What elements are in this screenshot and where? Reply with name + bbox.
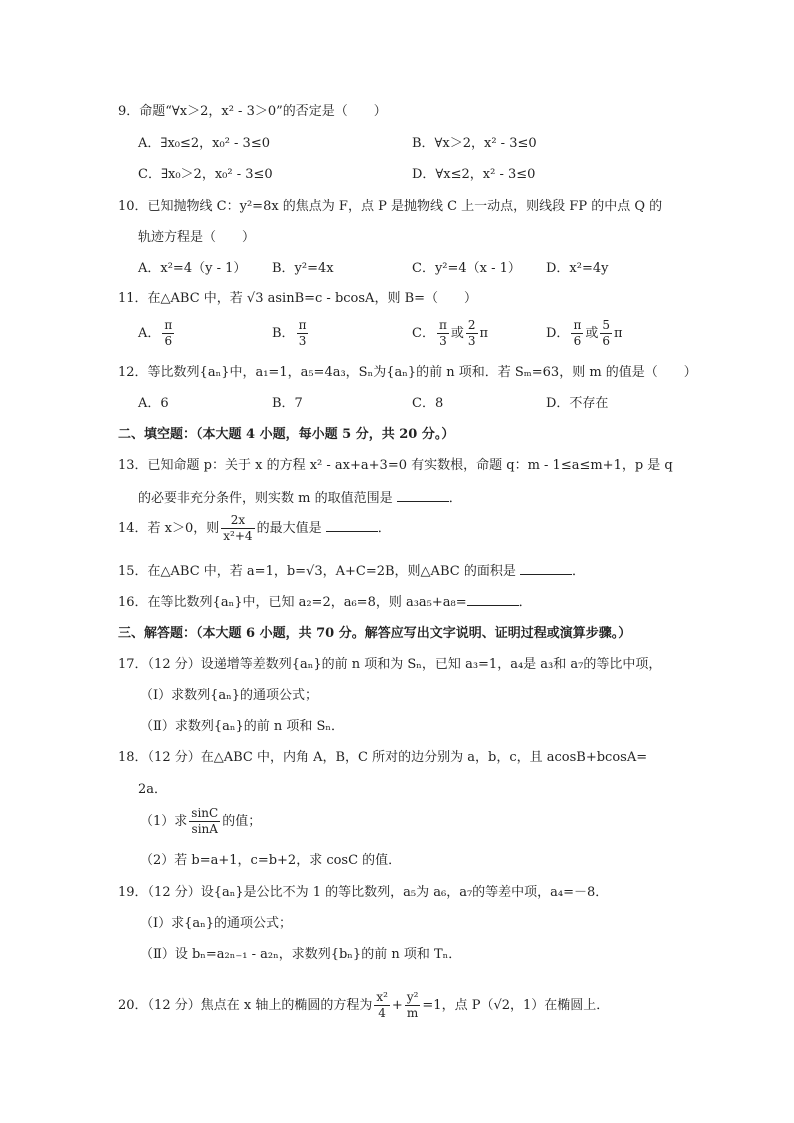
q14-end: ． [377,521,391,536]
q15 [118,562,585,581]
q16-text: 16．在等比数列{aₙ}中，已知 a₂=2，a₆=8，则 a₃a₅+a₈= [118,595,467,610]
q15-text: 15．在△ABC 中，若 a=1，b=√3，A+C=2B，则△ABC 的面积是 [118,564,516,579]
q14-prefix: 14．若 x＞0，则 [118,521,220,536]
q10-option-b: B．y²=4x [272,261,334,276]
q20-fraction-x: $\frac{\text{x²}}{4}$ [376,990,388,1020]
q12-stem: 12．等比数列{aₙ}中，a₁=1，a₅=4a₃，Sₙ为{aₙ}的前 n 项和．若 Sₘ=63，则 m 的值是（ ） [118,365,697,380]
q13-line1: 13．已知命题 p：关于 x 的方程 x² - ax+a+3=0 有实数根，命题 q：m - 1≤a≤m+1，p 是 q [118,458,673,473]
q16 [118,593,532,612]
q17-part2: （Ⅱ）求数列{aₙ}的前 n 项和 Sₙ． [140,719,345,734]
q14 [118,513,391,544]
q14-fraction: $\frac{2x}{\text{x²+4}}$ [223,513,253,543]
section-3-heading: 三、解答题：（本大题 6 小题，共 70 分。解答应写出文字说明、证明过程或演算步骤。） [118,626,632,641]
q12-option-d: D．不存在 [546,396,609,411]
q13-answer-blank [397,489,449,502]
q13-end: ． [448,491,462,506]
q9-option-d: D．∀x≤2，x² - 3≤0 [412,167,536,182]
q18-part1-suffix: 的值； [222,814,262,829]
q13-line2 [138,489,462,508]
q14-suffix: 的最大值是 [256,521,322,536]
q15-end: ． [571,564,585,579]
q12-option-b: B．7 [272,396,303,411]
q10-option-d: D．x²=4y [546,261,609,276]
q11-option-d-label: D． [546,326,570,341]
q18-part2: （2）若 b=a+1，c=b+2，求 cosC 的值． [140,853,402,868]
q11-option-d-fraction-1: $\frac{\pi}{6}$ [573,318,582,348]
q19-part1: （Ⅰ）求{aₙ}的通项公式； [140,916,293,931]
q16-answer-blank [467,593,519,606]
q9-stem: 9．命题“∀x＞2，x² - 3＞0”的否定是（ ） [118,104,387,119]
q20-suffix: =1，点 P（√2，1）在椭圆上． [422,998,610,1013]
q11-option-c-fraction-1: $\frac{\pi}{3}$ [438,318,447,348]
q11-option-d-fraction-2: $\frac{5}{6}$ [602,318,610,348]
q18-part1-fraction: $\frac{\sin C}{\sin A}$ [191,806,219,836]
q20-prefix: 20．（12 分）焦点在 x 轴上的椭圆的方程为 [118,998,373,1013]
q19-part2: （Ⅱ）设 bₙ=a₂ₙ₋₁ - a₂ₙ，求数列{bₙ}的前 n 项和 Tₙ． [140,947,462,962]
q10-stem-line2: 轨迹方程是（ ） [138,230,256,245]
q20 [118,990,609,1021]
q14-answer-blank [326,519,378,532]
q11-option-a-fraction: $\frac{\pi}{6}$ [164,318,173,348]
q10-stem-line1: 10．已知抛物线 C：y²=8x 的焦点为 F，点 P 是抛物线 C 上一动点，则线段 FP 的中点 Q 的 [118,199,663,214]
q11-option-c-fraction-2: $\frac{2}{3}$ [467,318,476,348]
q11-option-b-label: B． [272,326,295,341]
q11-option-c-label: C． [412,326,435,341]
q12-option-a: A．6 [138,396,169,411]
q11-option-c [412,318,488,349]
q17-stem: 17．（12 分）设递增等差数列{aₙ}的前 n 项和为 Sₙ，已知 a₃=1，a₄是 a₃和 a₇的等比中项， [118,657,662,672]
q11-option-d [546,318,623,349]
q18-stem-line2: 2a． [138,782,168,797]
q11-option-c-or: 或 [450,326,464,341]
q9-option-c: C．∃x₀＞2，x₀² - 3≤0 [138,167,273,182]
q11-option-a [138,318,176,349]
q20-fraction-y: $\frac{\text{y²}}{m}$ [406,990,419,1020]
q11-stem: 11．在△ABC 中，若 √3 asinB=c - bcosA，则 B=（ ） [118,291,478,306]
q9-option-b: B．∀x＞2，x² - 3≤0 [412,136,537,151]
q11-option-d-pi: π [613,326,623,341]
q13-line2-text: 的必要非充分条件，则实数 m 的取值范围是 [138,491,393,506]
q11-option-c-pi: π [479,326,489,341]
q11-option-b-fraction: $\frac{\pi}{3}$ [298,318,307,348]
q18-stem-line1: 18．（12 分）在△ABC 中，内角 A，B，C 所对的边分别为 a，b，c，且 acosB+bcosA= [118,750,648,765]
q18-part1 [140,806,261,837]
q16-end: ． [518,595,532,610]
q19-stem: 19．（12 分）设{aₙ}是公比不为 1 的等比数列，a₅为 a₆，a₇的等差中项，a₄=－8． [118,885,609,900]
q17-part1: （Ⅰ）求数列{aₙ}的通项公式； [140,688,319,703]
q11-option-d-or: 或 [585,326,599,341]
q15-answer-blank [520,562,572,575]
q10-option-a: A．x²=4（y - 1） [138,261,247,276]
q10-option-c: C．y²=4（x - 1） [412,261,521,276]
section-2-heading: 二、填空题：（本大题 4 小题，每小题 5 分，共 20 分。） [118,427,455,442]
q20-plus: + [391,998,403,1013]
q18-part1-prefix: （1）求 [140,814,188,829]
q11-option-a-label: A． [138,326,161,341]
q11-option-b [272,318,310,349]
q12-option-c: C．8 [412,396,444,411]
q9-option-a: A．∃x₀≤2，x₀² - 3≤0 [138,136,270,151]
